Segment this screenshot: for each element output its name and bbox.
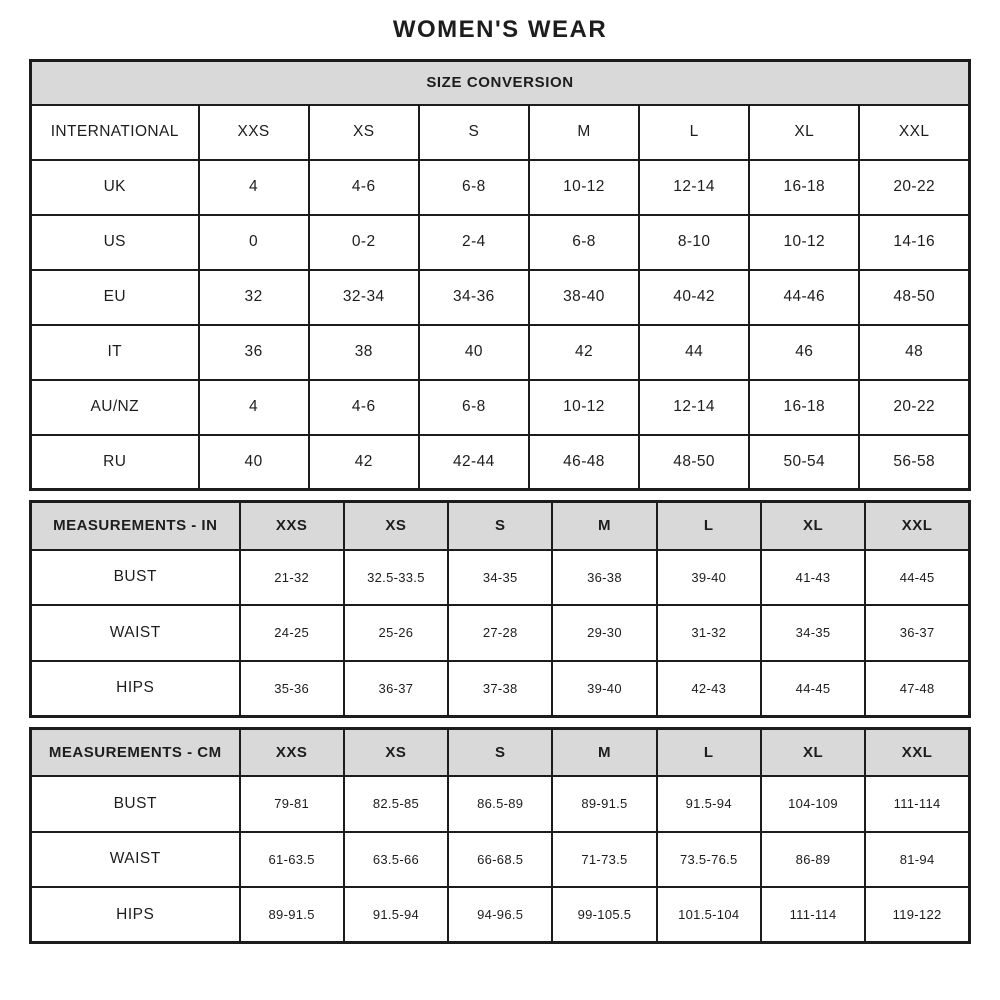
measurement-value: 89-91.5 <box>240 887 344 943</box>
row-label: WAIST <box>31 832 240 888</box>
size-value: 38 <box>309 325 419 380</box>
size-value: 48-50 <box>639 435 749 490</box>
page-title: WOMEN'S WEAR <box>392 16 608 43</box>
size-value: 6-8 <box>419 160 529 215</box>
measurement-value: 89-91.5 <box>552 776 656 832</box>
row-label: HIPS <box>31 887 240 943</box>
measurement-value: 91.5-94 <box>657 776 761 832</box>
measurement-value: 81-94 <box>865 832 969 888</box>
measurement-value: 73.5-76.5 <box>657 832 761 888</box>
size-value: 42 <box>529 325 639 380</box>
size-value: 40 <box>419 325 529 380</box>
size-value: 4 <box>199 160 309 215</box>
size-value: 32 <box>199 270 309 325</box>
measurement-value: 37-38 <box>448 661 552 717</box>
size-value: 10-12 <box>529 380 639 435</box>
measurement-value: 44-45 <box>761 661 865 717</box>
row-label: WAIST <box>31 605 240 661</box>
measurement-value: 42-43 <box>657 661 761 717</box>
measurement-value: 39-40 <box>552 661 656 717</box>
row-label: AU/NZ <box>31 380 199 435</box>
measurement-value: 36-38 <box>552 550 656 606</box>
size-value: 40 <box>199 435 309 490</box>
measurement-value: 36-37 <box>865 605 969 661</box>
row-label: INTERNATIONAL <box>31 105 199 160</box>
table-row-ru <box>31 435 970 490</box>
size-col-header: XL <box>749 105 859 160</box>
size-col-header: XS <box>344 728 448 776</box>
size-value: 6-8 <box>529 215 639 270</box>
measurement-value: 104-109 <box>761 776 865 832</box>
size-value: 20-22 <box>859 380 969 435</box>
table-row-bust-cm <box>31 776 970 832</box>
size-value: 20-22 <box>859 160 969 215</box>
table-row-it <box>31 325 970 380</box>
size-value: 0-2 <box>309 215 419 270</box>
size-value: 40-42 <box>639 270 749 325</box>
size-col-header: XXS <box>240 502 344 550</box>
measurement-value: 66-68.5 <box>448 832 552 888</box>
measurement-value: 47-48 <box>865 661 969 717</box>
measurement-value: 79-81 <box>240 776 344 832</box>
size-col-header: XL <box>761 728 865 776</box>
size-value: 16-18 <box>749 380 859 435</box>
table-row-aunz <box>31 380 970 435</box>
measurement-value: 86-89 <box>761 832 865 888</box>
measurement-value: 36-37 <box>344 661 448 717</box>
measurement-value: 24-25 <box>240 605 344 661</box>
row-label: IT <box>31 325 199 380</box>
measurements-in-header-row <box>31 502 970 550</box>
row-label: US <box>31 215 199 270</box>
size-col-header: XS <box>344 502 448 550</box>
table-banner-row <box>31 61 970 105</box>
size-value: 56-58 <box>859 435 969 490</box>
size-value: 44-46 <box>749 270 859 325</box>
measurements-cm-header-row <box>31 728 970 776</box>
size-col-header: M <box>529 105 639 160</box>
measurements-in-table <box>29 500 971 718</box>
size-value: 50-54 <box>749 435 859 490</box>
size-col-header: L <box>657 728 761 776</box>
size-value: 0 <box>199 215 309 270</box>
measurement-value: 61-63.5 <box>240 832 344 888</box>
size-conversion-table <box>29 59 971 491</box>
size-value: 36 <box>199 325 309 380</box>
size-conversion-title: SIZE CONVERSION <box>31 61 970 105</box>
measurement-value: 111-114 <box>761 887 865 943</box>
size-value: 12-14 <box>639 160 749 215</box>
size-value: 4-6 <box>309 160 419 215</box>
row-label: BUST <box>31 550 240 606</box>
size-col-header: M <box>552 728 656 776</box>
size-col-header: S <box>448 502 552 550</box>
size-value: 42-44 <box>419 435 529 490</box>
measurement-value: 111-114 <box>865 776 969 832</box>
size-value: 4-6 <box>309 380 419 435</box>
size-col-header: S <box>419 105 529 160</box>
size-col-header: L <box>657 502 761 550</box>
size-value: 14-16 <box>859 215 969 270</box>
measurement-value: 41-43 <box>761 550 865 606</box>
measurement-value: 34-35 <box>448 550 552 606</box>
size-col-header: XXL <box>865 502 969 550</box>
size-value: 44 <box>639 325 749 380</box>
size-value: 12-14 <box>639 380 749 435</box>
measurement-value: 39-40 <box>657 550 761 606</box>
measurement-value: 101.5-104 <box>657 887 761 943</box>
size-value: 48 <box>859 325 969 380</box>
row-label: UK <box>31 160 199 215</box>
measurement-value: 99-105.5 <box>552 887 656 943</box>
measurement-value: 86.5-89 <box>448 776 552 832</box>
table-row-hips-cm <box>31 887 970 943</box>
size-value: 42 <box>309 435 419 490</box>
size-conversion-header-row <box>31 105 970 160</box>
size-value: 2-4 <box>419 215 529 270</box>
size-col-header: XXS <box>199 105 309 160</box>
measurement-value: 29-30 <box>552 605 656 661</box>
size-value: 8-10 <box>639 215 749 270</box>
size-value: 48-50 <box>859 270 969 325</box>
table-row-bust-in <box>31 550 970 606</box>
measurement-value: 94-96.5 <box>448 887 552 943</box>
size-value: 10-12 <box>749 215 859 270</box>
measurement-value: 31-32 <box>657 605 761 661</box>
measurement-value: 71-73.5 <box>552 832 656 888</box>
row-label: RU <box>31 435 199 490</box>
size-value: 6-8 <box>419 380 529 435</box>
table-row-hips-in <box>31 661 970 717</box>
measurement-value: 82.5-85 <box>344 776 448 832</box>
size-col-header: XXL <box>865 728 969 776</box>
table-row-uk <box>31 160 970 215</box>
size-col-header: XS <box>309 105 419 160</box>
size-col-header: M <box>552 502 656 550</box>
row-label: HIPS <box>31 661 240 717</box>
measurement-value: 25-26 <box>344 605 448 661</box>
size-col-header: XL <box>761 502 865 550</box>
measurement-value: 35-36 <box>240 661 344 717</box>
size-value: 38-40 <box>529 270 639 325</box>
size-col-header: XXS <box>240 728 344 776</box>
measurement-value: 21-32 <box>240 550 344 606</box>
size-value: 32-34 <box>309 270 419 325</box>
row-label: EU <box>31 270 199 325</box>
table-row-waist-cm <box>31 832 970 888</box>
measurements-in-title: MEASUREMENTS - IN <box>31 502 240 550</box>
size-col-header: S <box>448 728 552 776</box>
size-col-header: L <box>639 105 749 160</box>
measurement-value: 32.5-33.5 <box>344 550 448 606</box>
size-value: 46-48 <box>529 435 639 490</box>
measurement-value: 91.5-94 <box>344 887 448 943</box>
measurement-value: 27-28 <box>448 605 552 661</box>
measurements-cm-table <box>29 727 971 945</box>
measurements-cm-title: MEASUREMENTS - CM <box>31 728 240 776</box>
row-label: BUST <box>31 776 240 832</box>
size-value: 16-18 <box>749 160 859 215</box>
size-value: 10-12 <box>529 160 639 215</box>
measurement-value: 34-35 <box>761 605 865 661</box>
measurement-value: 63.5-66 <box>344 832 448 888</box>
size-value: 34-36 <box>419 270 529 325</box>
table-row-eu <box>31 270 970 325</box>
measurement-value: 119-122 <box>865 887 969 943</box>
measurement-value: 44-45 <box>865 550 969 606</box>
table-row-waist-in <box>31 605 970 661</box>
size-col-header: XXL <box>859 105 969 160</box>
table-row-us <box>31 215 970 270</box>
size-value: 4 <box>199 380 309 435</box>
size-value: 46 <box>749 325 859 380</box>
